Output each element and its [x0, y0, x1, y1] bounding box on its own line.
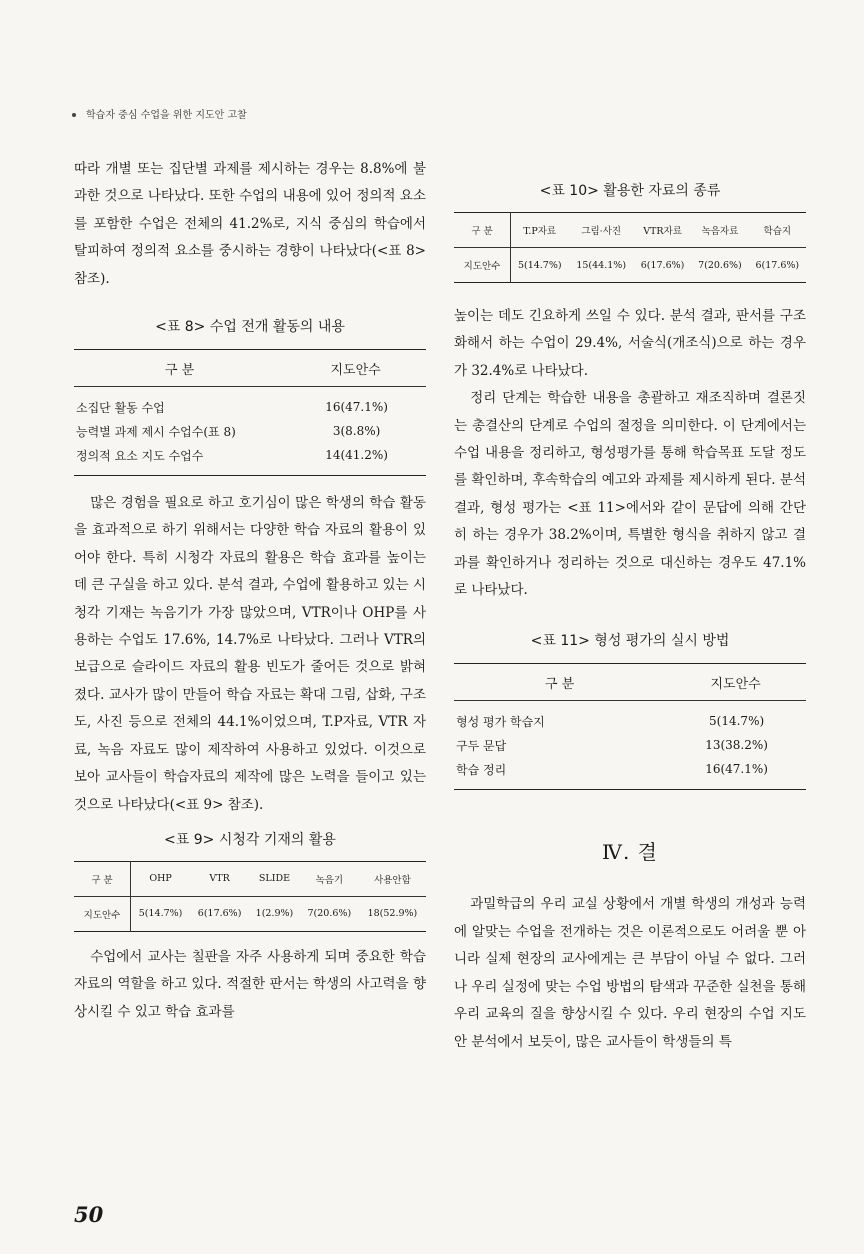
table10-cell: 5(14.7%): [517, 259, 562, 271]
table9-cell: 18(52.9%): [367, 908, 418, 920]
table8-cell: 16(47.1%): [325, 400, 388, 415]
table9-head: VTR: [190, 861, 249, 896]
table9-cell: 6(17.6%): [197, 908, 242, 920]
bullet-icon: [72, 113, 76, 117]
table8-head-count: 지도안수: [285, 350, 426, 387]
table11-cell: 형성 평가 학습지: [456, 714, 545, 729]
left-paragraph-2: 많은 경험을 필요로 하고 호기심이 많은 학생의 학습 활동을 효과적으로 하기 위해서는 다양한 학습 자료의 활용이 있어야 한다. 특히 시청각 자료의 활용은 학습 효과를 높이는 데 큰 구실을 하고 있다. 분석 결과, 수업에 활용하고 있는 시청각 기재는 녹음기가 가장 많았으며, VTR이나 OHP를 사용하는 수업도 17.6%, 14.7%로 나타났다. 그러나 VTR의 보급으로 슬라이드 자료의 활용 빈도가 줄어든 것으로 밝혀졌다. 교사가 많이 만들어 학습 자료는 확대 그림, 삽화, 구조도, 사진 등으로 전체의 44.1%이었으며, T.P자료, VTR 자료, 녹음 자료도 많이 제작하여 사용하고 있었다. 이것으로 보아 교사들이 학습자료의 제작에 많은 노력을 들이고 있는 것으로 나타났다(<표 9> 참조).: [74, 495, 426, 813]
table10-head: 그림·사진: [569, 213, 634, 248]
table9-head: 사용안함: [359, 861, 426, 896]
table-row: [454, 213, 806, 248]
table11-cell: 5(14.7%): [709, 714, 765, 729]
table-row: [454, 757, 806, 790]
left-paragraph-3: 수업에서 교사는 칠판을 자주 사용하게 되며 중요한 학습 자료의 역할을 하고 있다. 적절한 판서는 학생의 사고력을 향상시킬 수 있고 학습 효과를: [74, 948, 426, 1020]
table9-head: 녹음기: [300, 861, 359, 896]
table-row: [454, 733, 806, 757]
table-row: [74, 443, 426, 476]
table10-head: 녹음자료: [691, 213, 748, 248]
table8-cell: 소집단 활동 수업: [76, 400, 165, 415]
table9: [74, 861, 426, 932]
table9-caption: <표 9> 시청각 기재의 활용: [164, 831, 336, 848]
page-number: 50: [74, 1202, 104, 1227]
table11-cell: 학습 정리: [456, 762, 507, 777]
table11-cell: 구두 문답: [456, 738, 507, 753]
section-title: Ⅳ. 결: [601, 840, 658, 865]
table10-head: 학습지: [749, 213, 806, 248]
table8-cell: 14(41.2%): [325, 448, 388, 463]
table10: [454, 212, 806, 283]
table-row: [74, 861, 426, 896]
left-paragraph-1: 따라 개별 또는 집단별 과제를 제시하는 경우는 8.8%에 불과한 것으로 나타났다. 또한 수업의 내용에 있어 정의적 요소를 포함한 수업은 전체의 41.2%로, 지식 중심의 학습에서 탈피하여 정의적 요소를 중시하는 경향이 나타났다(<표 8>참조).: [74, 161, 426, 287]
right-paragraph-2: 정리 단계는 학습한 내용을 총괄하고 재조직하며 결론짓는 총결산의 단계로 수업의 절정을 의미한다. 이 단계에서는 수업 내용을 정리하고, 형성평가를 통해 학습목표 도달 정도를 확인하며, 후속학습의 예고와 과제를 제시하게 된다. 분석 결과, 형성 평가는 <표 11>에서와 같이 문답에 의해 간단히 하는 경우가 38.2%이며, 특별한 형식을 취하지 않고 결과를 확인하거나 정리하는 것으로 대신하는 경우도 47.1%로 나타났다.: [454, 390, 806, 599]
table10-cell: 15(44.1%): [576, 259, 627, 271]
table9-cell: 7(20.6%): [307, 908, 352, 920]
table10-cell: 6(17.6%): [755, 259, 800, 271]
table-row: [74, 896, 426, 931]
table8-cell: 정의적 요소 지도 수업수: [76, 448, 204, 463]
table11: [454, 663, 806, 790]
table8-head-category: 구 분: [74, 350, 285, 387]
table9-cell: 1(2.9%): [255, 908, 294, 920]
table11-cell: 13(38.2%): [705, 738, 768, 753]
table10-head: VTR자료: [634, 213, 691, 248]
table8: [74, 349, 426, 476]
table10-caption: <표 10> 활용한 자료의 종류: [539, 183, 721, 199]
right-column: [454, 180, 806, 1056]
table10-cell: 6(17.6%): [640, 259, 685, 271]
table9-row-label: 지도안수: [74, 896, 131, 931]
table8-cell: 능력별 과제 제시 수업수(표 8): [76, 424, 236, 439]
right-paragraph-1: 높이는 데도 긴요하게 쓰일 수 있다. 분석 결과, 판서를 구조화해서 하는 수업이 29.4%, 서술식(개조식)으로 하는 경우가 32.4%로 나타났다.: [454, 308, 806, 379]
table-row: [454, 701, 806, 734]
table11-caption: <표 11> 형성 평가의 실시 방법: [530, 633, 730, 650]
table9-head: SLIDE: [249, 861, 300, 896]
table8-cell: 3(8.8%): [332, 424, 381, 439]
table11-cell: 16(47.1%): [705, 762, 768, 777]
right-paragraph-3: 과밀학급의 우리 교실 상황에서 개별 학생의 개성과 능력에 알맞는 수업을 전개하는 것은 이론적으로도 어려울 뿐 아니라 실제 현장의 교사에게는 큰 부담이 아닐 수 없다. 그러나 우리 실정에 맞는 수업 방법의 탐색과 꾸준한 실천을 통해 우리 교육의 질을 향상시킬 수 있다. 우리 현장의 수업 지도안 분석에서 보듯이, 많은 교사들이 학생들의 특: [454, 896, 806, 1050]
table11-head-category: 구 분: [454, 664, 665, 701]
table10-head-label: 구 분: [454, 213, 511, 248]
table-row: [74, 419, 426, 443]
running-title: 학습자 중심 수업을 위한 지도안 고찰: [86, 110, 247, 121]
table9-head: OHP: [131, 861, 191, 896]
header-rule: [86, 126, 806, 130]
left-column: [74, 156, 426, 1026]
table9-cell: 5(14.7%): [138, 908, 183, 920]
table10-cell: 7(20.6%): [698, 259, 742, 271]
table8-caption: <표 8> 수업 전개 활동의 내용: [155, 319, 345, 336]
running-header: [72, 106, 247, 121]
table-row: [454, 248, 806, 283]
table11-head-count: 지도안수: [665, 664, 806, 701]
table9-head-label: 구 분: [74, 861, 131, 896]
table10-row-label: 지도안수: [454, 248, 511, 283]
table-row: [74, 387, 426, 420]
table10-head: T.P자료: [511, 213, 569, 248]
